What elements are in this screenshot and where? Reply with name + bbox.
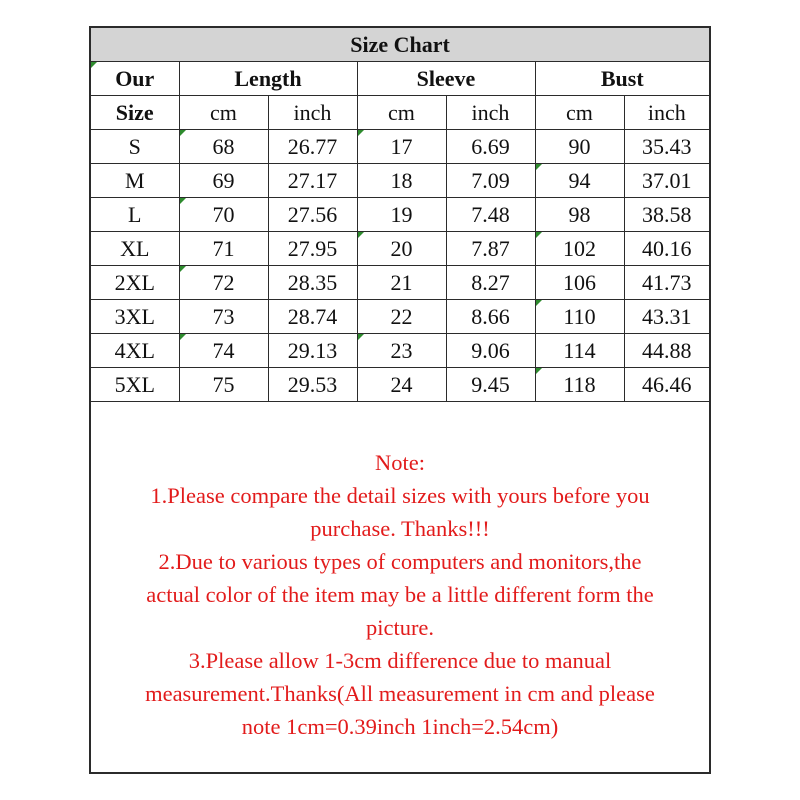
length-cm-header: cm	[179, 96, 268, 130]
size-table	[91, 28, 709, 402]
table-title: Size Chart	[91, 28, 709, 62]
bust-cm-cell: 102	[535, 232, 624, 266]
sleeve-inch-cell: 9.06	[446, 334, 535, 368]
table-row	[91, 300, 709, 334]
size-cell: 2XL	[91, 266, 179, 300]
size-header-line2: Size	[91, 96, 179, 130]
table-row	[91, 232, 709, 266]
unit-header-row	[91, 96, 709, 130]
length-cm-cell: 68	[179, 130, 268, 164]
bust-inch-cell: 43.31	[624, 300, 709, 334]
note-line: actual color of the item may be a little different form the	[146, 582, 654, 607]
sleeve-header: Sleeve	[357, 62, 535, 96]
sleeve-cm-cell: 24	[357, 368, 446, 402]
bust-cm-cell: 98	[535, 198, 624, 232]
length-header: Length	[179, 62, 357, 96]
note-line: picture.	[365, 615, 435, 640]
group-header-row	[91, 62, 709, 96]
size-cell: XL	[91, 232, 179, 266]
table-row	[91, 368, 709, 402]
length-inch-cell: 27.56	[268, 198, 357, 232]
table-row	[91, 198, 709, 232]
sleeve-inch-cell: 8.66	[446, 300, 535, 334]
sleeve-cm-cell: 23	[357, 334, 446, 368]
note-line: 3.Please allow 1-3cm difference due to manual	[188, 648, 612, 673]
length-inch-cell: 28.74	[268, 300, 357, 334]
table-row	[91, 266, 709, 300]
sleeve-inch-cell: 6.69	[446, 130, 535, 164]
sleeve-inch-cell: 7.48	[446, 198, 535, 232]
bust-cm-cell: 114	[535, 334, 624, 368]
bust-inch-header: inch	[624, 96, 709, 130]
bust-inch-cell: 46.46	[624, 368, 709, 402]
sleeve-cm-cell: 20	[357, 232, 446, 266]
bust-cm-cell: 106	[535, 266, 624, 300]
length-cm-cell: 72	[179, 266, 268, 300]
bust-inch-cell: 44.88	[624, 334, 709, 368]
bust-inch-cell: 38.58	[624, 198, 709, 232]
note-line: 1.Please compare the detail sizes with yours before you	[150, 483, 650, 508]
size-cell: M	[91, 164, 179, 198]
length-inch-cell: 27.95	[268, 232, 357, 266]
length-cm-cell: 70	[179, 198, 268, 232]
length-cm-cell: 69	[179, 164, 268, 198]
size-cell: 4XL	[91, 334, 179, 368]
size-chart	[89, 26, 711, 774]
size-cell: L	[91, 198, 179, 232]
table-row	[91, 164, 709, 198]
bust-inch-cell: 35.43	[624, 130, 709, 164]
sleeve-cm-cell: 19	[357, 198, 446, 232]
note-line: note 1cm=0.39inch 1inch=2.54cm)	[241, 714, 559, 739]
length-cm-cell: 73	[179, 300, 268, 334]
size-cell: 5XL	[91, 368, 179, 402]
length-inch-cell: 26.77	[268, 130, 357, 164]
sleeve-cm-header: cm	[357, 96, 446, 130]
length-inch-cell: 27.17	[268, 164, 357, 198]
length-cm-cell: 71	[179, 232, 268, 266]
bust-inch-cell: 41.73	[624, 266, 709, 300]
table-row	[91, 334, 709, 368]
sleeve-cm-cell: 22	[357, 300, 446, 334]
note-line: purchase. Thanks!!!	[310, 516, 490, 541]
size-header-line1: Our	[91, 62, 179, 96]
length-inch-cell: 29.13	[268, 334, 357, 368]
length-cm-cell: 74	[179, 334, 268, 368]
length-cm-cell: 75	[179, 368, 268, 402]
sleeve-cm-cell: 18	[357, 164, 446, 198]
bust-header: Bust	[535, 62, 709, 96]
length-inch-cell: 28.35	[268, 266, 357, 300]
bust-cm-cell: 94	[535, 164, 624, 198]
note-line: measurement.Thanks(All measurement in cm and please	[145, 681, 655, 706]
length-inch-cell: 29.53	[268, 368, 357, 402]
sleeve-inch-header: inch	[446, 96, 535, 130]
length-inch-header: inch	[268, 96, 357, 130]
bust-cm-cell: 90	[535, 130, 624, 164]
note-heading: Note:	[375, 450, 425, 475]
sleeve-inch-cell: 9.45	[446, 368, 535, 402]
size-cell: S	[91, 130, 179, 164]
bust-inch-cell: 37.01	[624, 164, 709, 198]
sleeve-cm-cell: 17	[357, 130, 446, 164]
sleeve-inch-cell: 7.87	[446, 232, 535, 266]
table-row	[91, 130, 709, 164]
bust-cm-cell: 110	[535, 300, 624, 334]
size-cell: 3XL	[91, 300, 179, 334]
bust-cm-cell: 118	[535, 368, 624, 402]
bust-inch-cell: 40.16	[624, 232, 709, 266]
sleeve-inch-cell: 7.09	[446, 164, 535, 198]
title-row	[91, 28, 709, 62]
sleeve-inch-cell: 8.27	[446, 266, 535, 300]
bust-cm-header: cm	[535, 96, 624, 130]
sleeve-cm-cell: 21	[357, 266, 446, 300]
note-line: 2.Due to various types of computers and monitors,the	[158, 549, 642, 574]
notes-section	[91, 446, 709, 743]
